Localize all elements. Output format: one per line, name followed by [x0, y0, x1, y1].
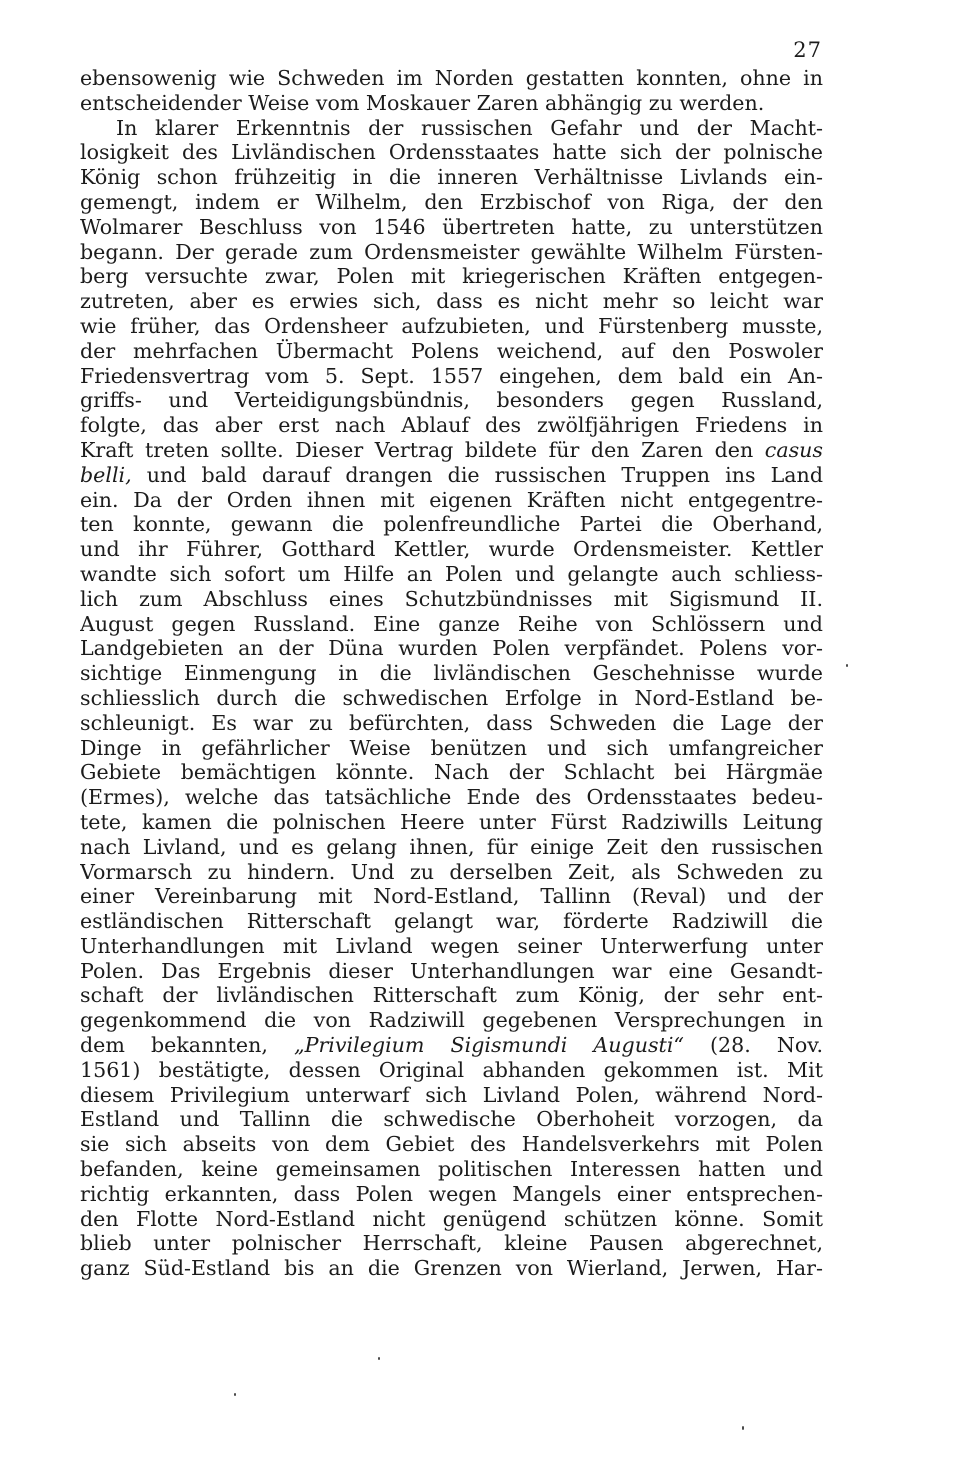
text-line: sichtige Einmengung in die livländischen Geschehnisse wurde [80, 661, 823, 686]
italic-text-run: belli, [80, 462, 132, 487]
text-line: zutreten, aber es erwies sich, dass es nicht mehr so leicht war [80, 289, 823, 314]
text-line: König schon frühzeitig in die inneren Verhältnisse Livlands ein- [80, 165, 823, 190]
text-line: Landgebieten an der Düna wurden Polen verpfändet. Polens vor- [80, 636, 823, 661]
scan-speck [234, 1393, 236, 1396]
text-line: Friedensvertrag vom 5. Sept. 1557 eingehen, dem bald ein An- [80, 363, 823, 388]
text-line: wie früher, das Ordensheer aufzubieten, und Fürstenberg musste, [80, 313, 823, 338]
italic-text-run: „Privilegium Sigismundi Augusti“ [293, 1033, 684, 1058]
text-line: berg versuchte zwar, Polen mit kriegerischen Kräften entgegen- [80, 264, 823, 289]
text-line: sie sich abseits von dem Gebiet des Handelsverkehrs mit Polen [80, 1132, 823, 1157]
text-line: In klarer Erkenntnis der russischen Gefahr und der Macht- [116, 115, 823, 140]
text-line: Wolmarer Beschluss von 1546 übertreten hatte, zu unterstützen [80, 214, 823, 239]
text-line: Unterhandlungen mit Livland wegen seiner Unterwerfung unter [80, 933, 823, 958]
text-line: schaft der livländischen Ritterschaft zum König, der sehr ent- [80, 983, 823, 1008]
text-run: und bald darauf drangen die russischen Truppen ins Land [131, 462, 823, 487]
text-run: Kraft treten sollte. Dieser Vertrag bildete für den Zaren den [80, 437, 765, 462]
text-line: August gegen Russland. Eine ganze Reihe von Schlössern und [80, 611, 823, 636]
text-line: ganz Süd-Estland bis an die Grenzen von Wierland, Jerwen, Har- [80, 1256, 823, 1281]
text-line: lich zum Abschluss eines Schutzbündnisses mit Sigismund II. [80, 586, 823, 611]
page-number: 27 [793, 38, 822, 62]
text-line: 1561) bestätigte, dessen Original abhanden gekommen ist. Mit [80, 1057, 823, 1082]
text-line: blieb unter polnischer Herrschaft, kleine Pausen abgerechnet, [80, 1231, 823, 1256]
text-line [80, 1033, 823, 1058]
text-line: ten konnte, gewann die polenfreundliche Partei die Oberhand, [80, 512, 823, 537]
text-run: (28. Nov. [683, 1033, 823, 1058]
text-line: befanden, keine gemeinsamen politischen Interessen hatten und [80, 1157, 823, 1182]
text-line: griffs- und Verteidigungsbündnis, besonders gegen Russland, [80, 388, 823, 413]
text-line: richtig erkannten, dass Polen wegen Mangels einer entsprechen- [80, 1181, 823, 1206]
text-line: Estland und Tallinn die schwedische Oberhoheit vorzogen, da [80, 1107, 823, 1132]
text-line: nach Livland, und es gelang ihnen, für einige Zeit den russischen [80, 834, 823, 859]
scan-speck [742, 1426, 744, 1430]
text-line: schliesslich durch die schwedischen Erfolge in Nord-Estland be- [80, 685, 823, 710]
text-line: Polen. Das Ergebnis dieser Unterhandlungen war eine Gesandt- [80, 958, 823, 983]
text-line [80, 438, 823, 463]
text-line: einer Vereinbarung mit Nord-Estland, Tallinn (Reval) und der [80, 884, 823, 909]
text-line: den Flotte Nord-Estland nicht genügend schützen könne. Somit [80, 1206, 823, 1231]
text-line: der mehrfachen Übermacht Polens weichend, auf den Poswoler [80, 338, 823, 363]
text-line: Vormarsch zu hindern. Und zu derselben Zeit, als Schweden zu [80, 859, 823, 884]
text-line: entscheidender Weise vom Moskauer Zaren abhängig zu werden. [80, 90, 765, 115]
text-line: losigkeit des Livländischen Ordensstaates hatte sich der polnische [80, 140, 823, 165]
text-line: wandte sich sofort um Hilfe an Polen und gelangte auch schliess- [80, 561, 823, 586]
text-line: schleunigt. Es war zu befürchten, dass Schweden die Lage der [80, 710, 823, 735]
text-line [80, 463, 823, 488]
text-line: begann. Der gerade zum Ordensmeister gewählte Wilhelm Fürsten- [80, 239, 823, 264]
text-line: (Ermes), welche das tatsächliche Ende des Ordensstaates bedeu- [80, 785, 823, 810]
text-line: ein. Da der Orden ihnen mit eigenen Kräften nicht entgegentre- [80, 487, 823, 512]
text-line: Gebiete bemächtigen könnte. Nach der Schlacht bei Härgmäe [80, 760, 823, 785]
scan-speck [378, 1357, 380, 1360]
text-line: gegenkommend die von Radziwill gegebenen Versprechungen in [80, 1008, 823, 1033]
italic-text-run: casus [764, 437, 823, 462]
body-text [80, 66, 823, 1281]
text-line: diesem Privilegium unterwarf sich Livland Polen, während Nord- [80, 1082, 823, 1107]
scan-speck [846, 664, 848, 667]
text-line: ebensowenig wie Schweden im Norden gestatten konnten, ohne in [80, 66, 823, 90]
text-line: gemengt, indem er Wilhelm, den Erzbischof von Riga, der den [80, 189, 823, 214]
text-run: dem bekannten, [80, 1033, 294, 1058]
text-line: und ihr Führer, Gotthard Kettler, wurde Ordensmeister. Kettler [80, 537, 823, 562]
text-line: folgte, das aber erst nach Ablauf des zwölfjährigen Friedens in [80, 413, 823, 438]
text-line: tete, kamen die polnischen Heere unter Fürst Radziwills Leitung [80, 809, 823, 834]
text-line: Dinge in gefährlicher Weise benützen und sich umfangreicher [80, 735, 823, 760]
text-line: estländischen Ritterschaft gelangt war, förderte Radziwill die [80, 909, 823, 934]
